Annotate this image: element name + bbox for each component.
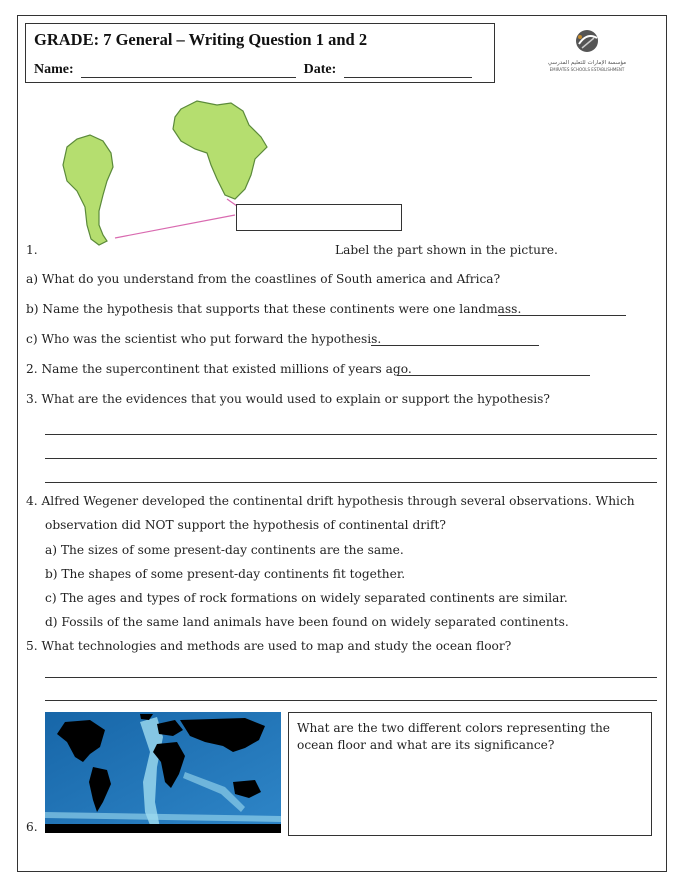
- south-america-shape: [63, 135, 113, 245]
- q1c-answer-line[interactable]: [371, 345, 539, 346]
- header-box: [25, 23, 495, 83]
- date-field[interactable]: [344, 63, 472, 78]
- q3-answer-line-2[interactable]: [45, 458, 657, 459]
- q4-option-c[interactable]: c) The ages and types of rock formations on widely separated continents are similar.: [45, 591, 568, 605]
- q6-number: 6.: [26, 820, 38, 834]
- label-answer-box[interactable]: [236, 204, 402, 231]
- date-label: Date:: [303, 62, 337, 77]
- name-date-row: [34, 62, 494, 78]
- logo-english-text: EMIRATES SCHOOLS ESTABLISHMENT: [549, 67, 625, 72]
- q5-answer-line-2[interactable]: [45, 700, 657, 701]
- name-label: Name:: [34, 62, 74, 77]
- logo-arabic-text: مؤسسة الإمارات للتعليم المدرسي: [547, 60, 627, 66]
- ocean-floor-map: [45, 712, 281, 833]
- school-logo: [532, 22, 652, 82]
- q1b-answer-line[interactable]: [498, 315, 626, 316]
- q4-text-line1: 4. Alfred Wegener developed the continental drift hypothesis through several observations. Which: [26, 494, 635, 508]
- q3-answer-line-1[interactable]: [45, 434, 657, 435]
- label-pointer-line: [115, 215, 235, 238]
- q4-option-a[interactable]: a) The sizes of some present-day continents are the same.: [45, 543, 404, 557]
- q6-prompt-box[interactable]: [288, 712, 652, 836]
- africa-shape: [173, 101, 267, 199]
- q5-text: 5. What technologies and methods are used to map and study the ocean floor?: [26, 639, 512, 653]
- q3-answer-line-3[interactable]: [45, 482, 657, 483]
- worksheet-title: GRADE: 7 General – Writing Question 1 and 2: [34, 30, 368, 49]
- q6-prompt: What are the two different colors representing the ocean floor and what are its significance?: [297, 721, 611, 752]
- q2-answer-line[interactable]: [397, 375, 590, 376]
- q3-text: 3. What are the evidences that you would used to explain or support the hypothesis?: [26, 392, 550, 406]
- q1-number: 1.: [26, 243, 38, 257]
- q1c-text: c) Who was the scientist who put forward the hypothesis.: [26, 332, 382, 346]
- q1-instruction: Label the part shown in the picture.: [335, 243, 558, 257]
- q2-text: 2. Name the supercontinent that existed millions of years ago.: [26, 362, 412, 376]
- continents-illustration: [55, 95, 285, 255]
- q4-option-d[interactable]: d) Fossils of the same land animals have been found on widely separated continents.: [45, 615, 569, 629]
- q1a-text: a) What do you understand from the coastlines of South america and Africa?: [26, 272, 501, 286]
- q4-option-b[interactable]: b) The shapes of some present-day continents fit together.: [45, 567, 406, 581]
- q5-answer-line-1[interactable]: [45, 677, 657, 678]
- q1b-text: b) Name the hypothesis that supports that these continents were one landmass.: [26, 302, 522, 316]
- name-field[interactable]: [81, 63, 296, 78]
- q4-text-line2: observation did NOT support the hypothesis of continental drift?: [45, 518, 446, 532]
